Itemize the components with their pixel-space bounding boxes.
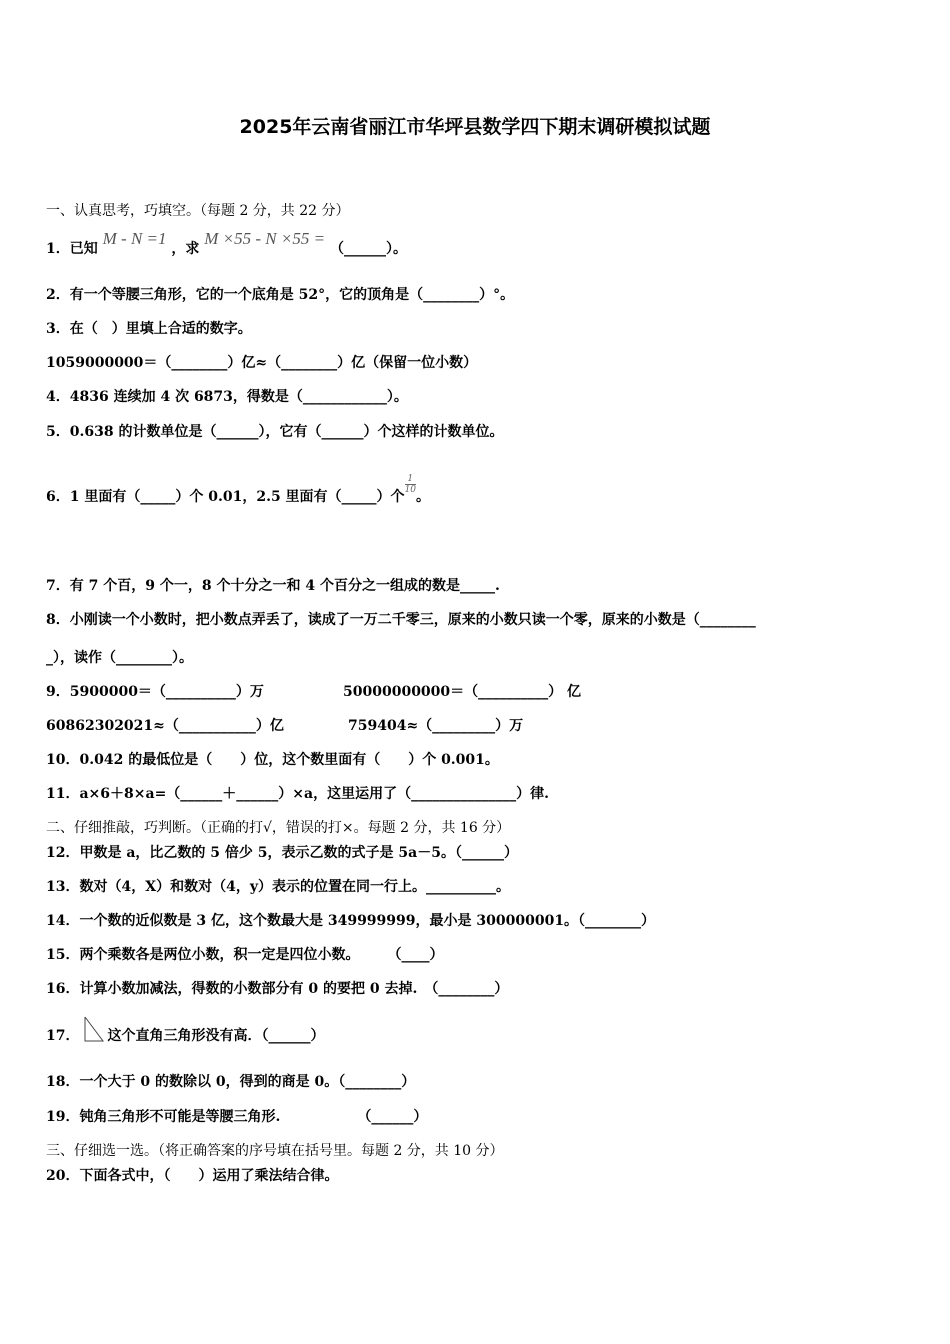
question-8-cont: _），读作（________）。 — [46, 650, 193, 666]
section-2-heading: 二、仔细推敲，巧判断。（正确的打√，错误的打×。每题 2 分，共 16 分） — [46, 820, 511, 836]
question-20: 20．下面各式中，（ ）运用了乘法结合律。 — [46, 1168, 339, 1184]
q6-fraction-num: 1 — [407, 473, 414, 484]
q17-text-a: 17． — [46, 1028, 80, 1044]
question-9-part-d: 759404≈（_________）万 — [348, 718, 524, 734]
q1-text-c: （______）。 — [329, 241, 407, 257]
question-18: 18．一个大于 0 的数除以 0，得到的商是 0。（________） — [46, 1074, 416, 1090]
q1-formula-given: M - N =1 — [102, 229, 167, 248]
question-11: 11．a×6＋8×a=（______＋______）×a，这里运用了（_______________）律. — [46, 786, 549, 802]
question-7: 7．有 7 个百，9 个一，8 个十分之一和 4 个百分之一组成的数是_____. — [46, 578, 500, 594]
question-3: 3．在（ ）里填上合适的数字。 — [46, 321, 252, 337]
question-19: 19．钝角三角形不可能是等腰三角形. （______） — [46, 1109, 428, 1125]
q6-fraction-den: 10 — [404, 484, 417, 495]
question-12: 12．甲数是 a，比乙数的 5 倍少 5，表示乙数的式子是 5a－5。（______） — [46, 845, 518, 861]
question-17 — [46, 1026, 324, 1046]
q1-text-a: 1．已知 — [46, 241, 98, 257]
q1-text-b: ，求 — [171, 241, 200, 257]
question-15: 15．两个乘数各是两位小数，积一定是四位小数。 （____） — [46, 947, 444, 963]
section-3-heading: 三、仔细选一选。（将正确答案的序号填在括号里。每题 2 分，共 10 分） — [46, 1143, 504, 1159]
question-13: 13．数对（4，X）和数对（4，y）表示的位置在同一行上。__________。 — [46, 879, 510, 895]
q1-formula-ask: M ×55 - N ×55 = — [204, 229, 326, 248]
question-16: 16．计算小数加减法，得数的小数部分有 0 的要把 0 去掉. （________） — [46, 981, 509, 997]
q6-fraction — [405, 474, 416, 495]
section-1-heading: 一、认真思考，巧填空。（每题 2 分，共 22 分） — [46, 203, 350, 219]
question-9-part-b: 50000000000＝（__________） 亿 — [343, 684, 582, 700]
q6-text-b: 。 — [416, 489, 431, 505]
question-1 — [46, 229, 407, 259]
question-2: 2．有一个等腰三角形，它的一个底角是 52°，它的顶角是（________）°。 — [46, 287, 515, 303]
right-triangle-figure — [83, 1015, 105, 1043]
question-9-part-a: 9．5900000＝（__________）万 — [46, 684, 264, 700]
q6-text-a: 6．1 里面有（_____）个 0.01，2.5 里面有（_____）个 — [46, 489, 405, 505]
question-8: 8．小刚读一个小数时，把小数点弄丢了，读成了一万二千零三，原来的小数只读一个零，原来的小数是（________ — [46, 612, 756, 628]
question-5: 5．0.638 的计数单位是（______），它有（______）个这样的计数单位。 — [46, 424, 504, 440]
question-14: 14．一个数的近似数是 3 亿，这个数最大是 349999999，最小是 300000001。（________） — [46, 913, 656, 929]
question-6 — [46, 473, 431, 507]
page-title: 2025年云南省丽江市华坪县数学四下期末调研模拟试题 — [239, 116, 711, 138]
question-9-part-c: 60862302021≈（___________）亿 — [46, 718, 284, 734]
question-10: 10．0.042 的最低位是（ ）位，这个数里面有（ ）个 0.001。 — [46, 752, 499, 768]
q17-text-b: 这个直角三角形没有高．（______） — [107, 1028, 325, 1044]
question-3-line: 1059000000＝（________）亿≈（________）亿（保留一位小数） — [46, 355, 478, 371]
question-4: 4．4836 连续加 4 次 6873，得数是（____________）。 — [46, 389, 408, 405]
